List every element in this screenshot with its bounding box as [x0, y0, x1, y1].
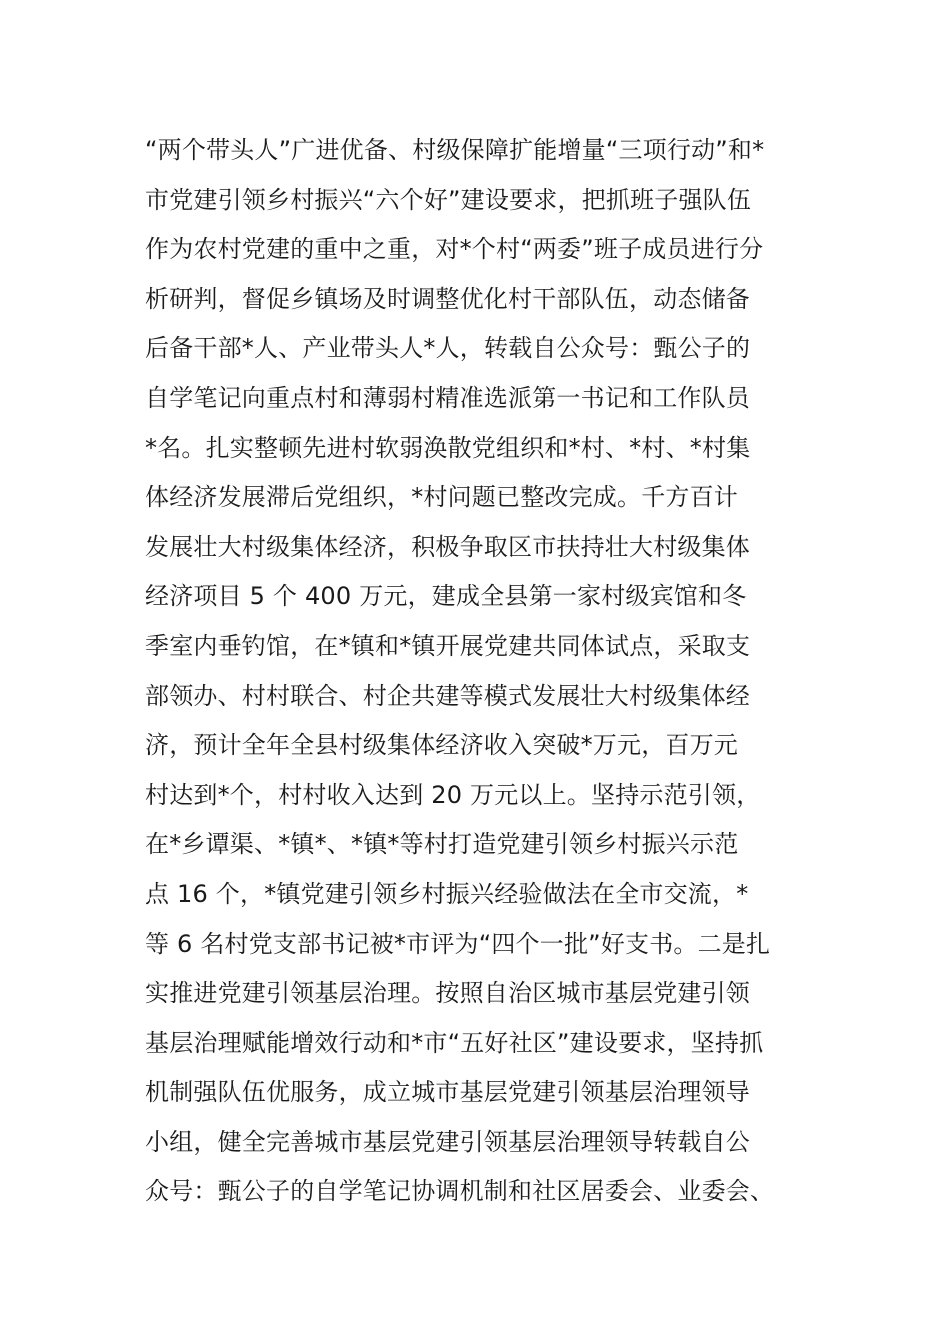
text-line-9: 发展壮大村级集体经济，积极争取区市扶持壮大村级集体 [145, 532, 750, 561]
text-line-2: 市党建引领乡村振兴“六个好”建设要求，把抓班子强队伍 [145, 185, 752, 214]
text-line-4: 析研判，督促乡镇场及时调整优化村干部队伍，动态储备 [145, 284, 750, 313]
text-line-15: 在*乡谭渠、*镇*、*镇*等村打造党建引领乡村振兴示范 [145, 830, 739, 859]
text-line-14: 村达到*个，村村收入达到 20 万元以上。坚持示范引领， [145, 780, 761, 809]
text-line-13: 济，预计全年全县村级集体经济收入突破*万元，百万元 [145, 731, 738, 760]
text-line-10: 经济项目 5 个 400 万元，建成全县第一家村级宾馆和冬 [145, 582, 747, 611]
text-line-6: 自学笔记向重点村和薄弱村精准选派第一书记和工作队员 [145, 383, 750, 412]
text-line-16: 点 16 个，*镇党建引领乡村振兴经验做法在全市交流，* [145, 879, 749, 908]
text-line-20: 机制强队伍优服务，成立城市基层党建引领基层治理领导 [145, 1078, 750, 1107]
text-line-3: 作为农村党建的重中之重，对*个村“两委”班子成员进行分 [145, 235, 764, 264]
text-line-19: 基层治理赋能增效行动和*市“五好社区”建设要求，坚持抓 [145, 1028, 764, 1057]
body-text [145, 126, 825, 1217]
text-line-5: 后备干部*人、产业带头人*人，转载自公众号：甄公子的 [145, 334, 751, 363]
text-line-7: *名。扎实整顿先进村软弱涣散党组织和*村、*村、*村集 [145, 433, 751, 462]
text-line-12: 部领办、村村联合、村企共建等模式发展壮大村级集体经 [145, 681, 750, 710]
text-line-1: “两个带头人”广进优备、村级保障扩能增量“三项行动”和* [145, 136, 765, 164]
text-line-18: 实推进党建引领基层治理。按照自治区城市基层党建引领 [145, 979, 750, 1008]
text-line-11: 季室内垂钓馆，在*镇和*镇开展党建共同体试点，采取支 [145, 631, 751, 660]
text-line-17: 等 6 名村党支部书记被*市评为“四个一批”好支书。二是扎 [145, 929, 771, 958]
text-line-21: 小组，健全完善城市基层党建引领基层治理领导转载自公 [145, 1127, 750, 1156]
text-line-22: 众号：甄公子的自学笔记协调机制和社区居委会、业委会、 [145, 1177, 775, 1206]
text-line-8: 体经济发展滞后党组织，*村问题已整改完成。千方百计 [145, 483, 738, 512]
